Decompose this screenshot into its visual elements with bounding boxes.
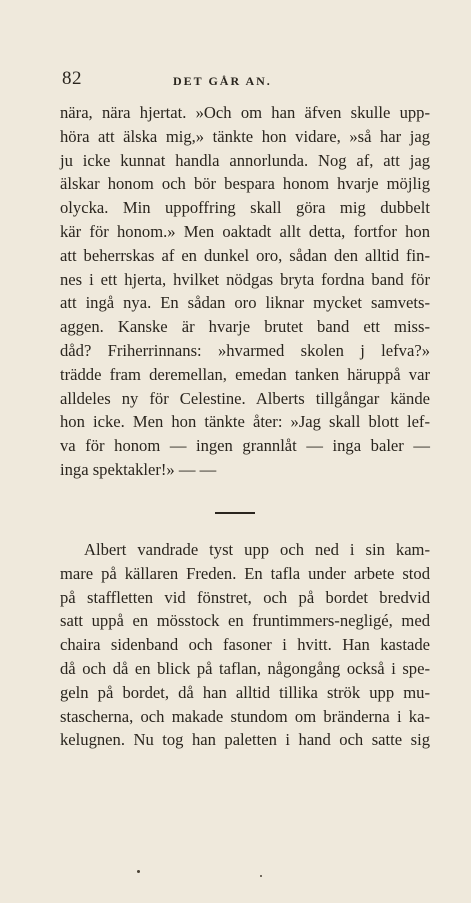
text-line: stascherna, och makade stundom om bränderna i ka- (60, 706, 430, 726)
text-line: inga spektakler!» — — (60, 459, 217, 479)
text-line: på staffletten vid fönstret, och på bordet bredvid (60, 587, 430, 607)
text-line: nära, nära hjertat. »Och om han äfven skulle upp- (60, 103, 430, 122)
text-line: hon icke. Men hon tänkte åter: »Jag skall blott lef- (60, 412, 430, 432)
ink-speck (137, 870, 140, 873)
text-line: olycka. Min uppoffring skall göra mig dubbelt (60, 198, 430, 218)
ink-speck (260, 875, 262, 877)
text-line: kelugnen. Nu tog han paletten i hand och satte sig (60, 730, 430, 750)
text-line: mare på källaren Freden. En tafla under arbete stod (60, 563, 430, 583)
text-line: ju icke kunnat handla annorlunda. Nog af, att jag (60, 150, 430, 170)
text-line: höra att älska mig,» tänkte hon vidare, »så har jag (60, 126, 430, 146)
text-line: dåd? Friherrinnans: »hvarmed skolen j lefva?» (60, 340, 430, 360)
paragraph-continued (60, 101, 430, 482)
text-line: älskar honom och bör bespara honom hvarje möjlig (60, 174, 430, 194)
text-line: geln på bordet, då han alltid tillika strök upp mu- (60, 682, 430, 702)
text-line: att beherrskas af en dunkel oro, sådan den alltid fin- (60, 245, 430, 265)
text-line: va för honom — ingen grannlåt — inga baler — (60, 436, 430, 456)
text-line: nes i ett hjerta, hvilket nödgas bryta fordna band för (60, 269, 430, 289)
text-line: satt uppå en mösstock en fruntimmers-negligé, med (60, 611, 430, 631)
running-head: DET GÅR AN. (173, 74, 272, 88)
text-line: Albert vandrade tyst upp och ned i sin kam- (84, 540, 430, 559)
section-divider (215, 512, 255, 514)
text-line: att ingå nya. En sådan oro liknar mycket samvets- (60, 293, 430, 313)
page-number: 82 (62, 68, 82, 89)
text-line: kär för honom.» Men oaktadt allt detta, fortfor hon (60, 221, 430, 241)
text-line: chaira sidenband och fasoner i hvitt. Han kastade (60, 635, 430, 655)
text-line: alldeles ny för Celestine. Alberts tillgångar kände (60, 388, 430, 408)
text-line: då och då en blick på taflan, någongång också i spe- (60, 658, 430, 678)
paragraph-new-section (60, 538, 430, 752)
text-line: aggen. Kanske är hvarje brutet band ett miss- (60, 317, 430, 337)
text-line: trädde fram deremellan, emedan tanken häruppå var (60, 364, 430, 384)
page-header (62, 68, 442, 96)
